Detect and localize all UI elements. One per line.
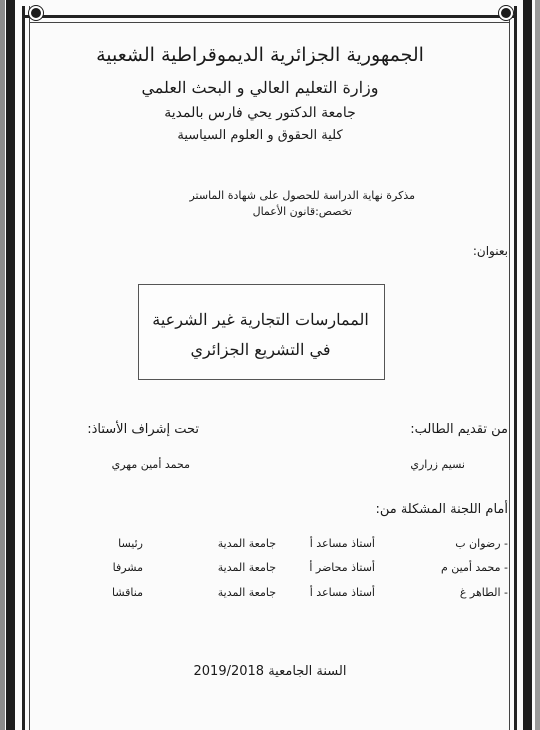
- memo-line-1: مذكرة نهاية الدراسة للحصول على شهادة الماستر: [189, 189, 415, 202]
- scan-edge-right: [535, 0, 540, 730]
- student-name: نسيم زراري: [410, 458, 465, 471]
- republic-heading: الجمهورية الجزائرية الديموقراطية الشعبية: [96, 44, 424, 66]
- jury-member-name: - رضوان ب: [455, 537, 508, 550]
- supervisor-name: محمد أمين مهري: [111, 458, 190, 471]
- memo-specialty: تخصص:قانون الأعمال: [252, 205, 352, 218]
- jury-member-university: جامعة المدية: [217, 586, 276, 599]
- jury-member-rank: أستاذ محاضر أ: [309, 561, 375, 574]
- border-line-top: [22, 15, 517, 18]
- border-line-left-thin: [29, 6, 30, 730]
- title-box: [138, 284, 385, 380]
- border-line-left: [22, 6, 25, 730]
- border-line-right-thin: [509, 6, 510, 730]
- jury-member-role: رئيسا: [118, 537, 143, 550]
- jury-member-rank: أستاذ مساعد أ: [309, 586, 375, 599]
- border-line-right: [514, 6, 517, 730]
- border-line-top-thin: [29, 22, 510, 23]
- jury-label: أمام اللجنة المشكلة من:: [375, 502, 508, 517]
- ministry-heading: وزارة التعليم العالي و البحث العلمي: [141, 78, 379, 97]
- thesis-title-line-2: في التشريع الجزائري: [190, 340, 331, 359]
- jury-member-rank: أستاذ مساعد أ: [309, 537, 375, 550]
- scan-edge-left: [0, 0, 5, 730]
- jury-member-role: مناقشا: [112, 586, 143, 599]
- jury-member-role: مشرفا: [112, 561, 143, 574]
- student-label: من تقديم الطالب:: [410, 422, 508, 437]
- faculty-heading: كلية الحقوق و العلوم السياسية: [177, 128, 343, 143]
- border-bar-left: [6, 0, 15, 730]
- jury-member-name: - الطاهر غ: [459, 586, 508, 599]
- jury-member-university: جامعة المدية: [217, 561, 276, 574]
- supervisor-label: تحت إشراف الأستاذ:: [87, 422, 199, 437]
- title-label: بعنوان:: [472, 244, 508, 258]
- thesis-title-line-1: الممارسات التجارية غير الشرعية: [152, 310, 369, 329]
- academic-year: السنة الجامعية 2019/2018: [193, 664, 347, 679]
- jury-member-university: جامعة المدية: [217, 537, 276, 550]
- jury-member-name: - محمد أمين م: [440, 561, 508, 574]
- corner-ornament-right: [499, 6, 513, 20]
- border-bar-right: [523, 0, 532, 730]
- university-heading: جامعة الدكتور يحي فارس بالمدية: [164, 105, 356, 121]
- corner-ornament-left: [29, 6, 43, 20]
